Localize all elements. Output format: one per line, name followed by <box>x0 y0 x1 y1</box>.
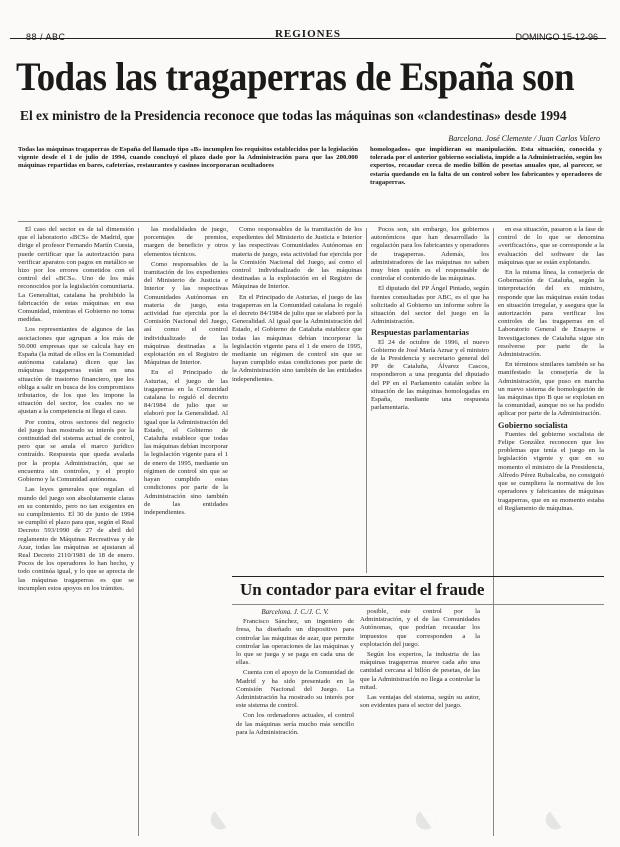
issue-date: DOMINGO 15-12-96 <box>515 32 598 42</box>
subheading: Gobierno socialista <box>498 419 568 430</box>
paragraph: El caso del sector es de tal dimensión que el laboratorio «BCS» de Madrid, que dirige el profesor Fernando Martín Cuesta, puede certificar que la autorización para verificar aparatos con pagos en metálico se hizo por los errores cometidos con el control del «BCS». Uno de los más reconocidos por la legislación comunitaria. La Generalitat, catalana ha prohibido la fabricación de estas máquinas en esa Comunidad, mientras el Gobierno no toma medidas. <box>18 226 134 324</box>
paragraph: Pocos son, sin embargo, los gobiernos autonómicos que han desarrollado la regulación para los fabricantes y operadores de tragaperras. Además, los administradores de las máquinas no saben muy bien quién es el responsable de controlar el contenido de las máquinas. <box>371 226 489 283</box>
lead-left: Todas las máquinas tragaperras de España del llamado tipo «B» incumplen los requisitos establecidos por la legislación vigente desde el 1 de julio de 1994, cuando concluyó el plazo dado por la Administración para que las 200.000 máquinas repartidas en bares, cafeterías, restaurantes y casinos incorporaran ocultadores <box>18 146 358 170</box>
paragraph: Francisco Sánchez, un ingeniero de fresa, ha diseñado un dispositivo para controlar las máquinas de azar, que permite controlar las operaciones de las máquinas y lo que se juega y se paga en cada una de ellas. <box>236 618 354 667</box>
page-number: 88 / ABC <box>26 32 66 42</box>
paragraph: Como responsables de la tramitación de los expedientes del Ministerio de Justicia e Interior y las respectivas Comunidades Autónomas en materia de juego, esta actividad fue ejercida por la Comisión Nacional del Juego, así como el control individualizado de las máquinas destinadas a la explotación en el Registro de Máquinas de Interior. <box>144 260 228 367</box>
paragraph: en esa situación, pasaron a la fase de control de lo que se denomina «verificación», que se corresponde a la evaluación del software de las máquinas que se están explotando. <box>498 226 604 266</box>
sidebar-title: Un contador para evitar el fraude <box>240 580 485 599</box>
paragraph: las modalidades de juego, porcentajes de premios, margen de beneficio y otros elementos técnicos. <box>144 226 228 258</box>
paragraph: En la misma línea, la consejería de Gobernación de Cataluña, según la interpretación del ex ministro, responde que las máquinas están todas en situación irregular, y asegura que la autorización para verificar los controles de las tragaperras en el Laboratorio General de Ensayos e Investigaciones de Cataluña sigue sin resolverse por parte de la Administración. <box>498 269 604 359</box>
sidebar-column-1 <box>236 608 354 836</box>
page-header <box>10 10 606 42</box>
column-3 <box>371 226 489 571</box>
paragraph: Las ventajas del sistema, según su autor, son evidentes para el sector del juego. <box>360 694 480 710</box>
paragraph: El diputado del PP Ángel Pintado, según fuentes consultadas por ABC, es el que ha solicitado al Gobierno un informe sobre la situación del sector del juego en la Administración. <box>371 285 489 326</box>
paragraph: Por contra, otros sectores del negocio del juego han mostrado su interés por la continuidad del sistema actual de control, pero que se anula el marco jurídico contraído. Respuesta que queda avalada por la propia Administración, que se encuentra sin controles, y el propio Gobierno y la Comunidad autónoma. <box>18 418 134 484</box>
subheadline: El ex ministro de la Presidencia reconoce que todas las máquinas son «clandestinas» desde 1994 <box>20 109 567 124</box>
lead-divider <box>18 221 602 222</box>
paragraph: En el Principado de Asturias, el juego de las tragaperras en la Comunidad catalana lo reguló el decreto 84/1984 de julio que se elaboró por la Generalidad. Al igual que la Administración del Estado, el Gobierno de Cataluña establece que todas las máquinas debían incorporar la legislación vigente para el 1 de enero de 1995, mediante un régimen de control sin que se hayan cumplido estas condiciones por parte de la Administración sino también de las entidades independientes. <box>144 369 228 516</box>
column-2 <box>144 226 228 571</box>
byline: Barcelona. José Clemente / Juan Carlos Valero <box>448 134 600 143</box>
paragraph: En términos similares también se ha manifestado la consejería de la Administración, que puso en marcha un nuevo sistema de homologación de las máquinas tipo B que se explotan en la comunidad, aunque no se ha podido aplicar por parte de la Administración. <box>498 361 604 418</box>
paragraph: Las leyes generales que regulan el mundo del juego son absolutamente claras en su contenido, pero no tan exigentes en su cumplimiento. El 30 de junio de 1994 se cumplió el plazo para que, según el Real Decreto 593/1990 de 27 de abril del reglamento de Máquinas Recreativas y de Azar, todas las máquinas se ajustaran al Real Decreto 2110/1981 de 18 de enero. Pocos de los operadores lo han hecho, y todo continúa igual, y lo que se aprecia de las máquinas tragaperras es que se incumplen estos apoyos en los trámites. <box>18 486 134 592</box>
column-2b <box>232 226 362 571</box>
column-1 <box>18 226 134 836</box>
subheading: Respuestas parlamentarias <box>371 327 469 338</box>
watermark-mark: ◐ <box>397 787 451 847</box>
paragraph: posible, este control por la Administración, y el de las Comunidades Autónomas, que podrían recaudar los impuestos que corresponden a la explotación del juego. <box>360 608 480 648</box>
paragraph: El 24 de octubre de 1996, el nuevo Gobierno de José María Aznar y el ministro de la Presidencia y secretario general del PP de Cataluña, Álvarez Cascos, respondieron a una pregunta del diputado del PP en el Parlamento catalán sobre la situación de las máquinas homologadas en España, mediante una respuesta parlamentaria. <box>371 338 489 412</box>
sidebar-column-3 <box>486 608 492 609</box>
sidebar-title-rule <box>232 604 604 605</box>
paragraph: En el Principado de Asturias, el juego de las tragaperras en la Comunidad catalana lo reguló el decreto 84/1984 de julio que se elaboró por la Generalidad. Al igual que la Administración del Estado, el Gobierno de Cataluña establece que todas las máquinas debían incorporar la legislación vigente para el 1 de enero de 1995, mediante un régimen de control sin que se hayan cumplido estas condiciones por parte de la Administración sino también de las entidades independientes. <box>232 293 362 383</box>
paragraph: Los representantes de algunos de las asociaciones que agrupan a los más de 50.000 empresas que se calcula hay en España (la mitad de ellos en la Comunidad autónoma catalana) dicen que las máquinas tragaperras están en una situación de trastorno financiero, que les obliga a salir en busca de los compromisos tributarios, de los que les impone la situación del sector, los cuales no se ajustan a la competencia ni llega el caso. <box>18 326 134 416</box>
paragraph: Según los expertos, la industria de las máquinas tragaperras mueve cada año una cantidad cercana al billón de pesetas, de las que la Administración no llega a controlar la mitad. <box>360 651 480 691</box>
watermark-mark: ◐ <box>192 787 246 847</box>
paragraph: Fuentes del gobierno socialista de Felipe González reconocen que los problemas que tenía el juego en la legislación vigente y que en su momento el ministro de la Presidencia, Alfredo Pérez Rubalcaba, no consiguió que se cumpliera la normativa de los operadores y fabricantes de máquinas tragaperras, que en su momento estaba el Reglamento de máquinas. <box>498 430 604 512</box>
paragraph: Como responsables de la tramitación de los expedientes del Ministerio de Justicia e Interior y las respectivas Comunidades Autónomas en materia de juego, esta actividad fue ejercida por la Comisión Nacional del Juego, así como el control individualizado de las máquinas destinadas a la explotación en el Registro de Máquinas de Interior. <box>232 226 362 291</box>
section-name: REGIONES <box>274 28 342 40</box>
headline: Todas las tragaperras de España son <box>16 54 575 99</box>
paragraph: Con los ordenadores actuales, el control de las máquinas sería mucho más sencillo para la Administración. <box>236 712 354 736</box>
watermark-mark: ◐ <box>527 787 581 847</box>
paragraph: Cuenta con el apoyo de la Comunidad de Madrid y ha sido presentado en la Comisión Nacional del Juego. La Administración ha mostrado su interés por este sistema de control. <box>236 669 354 710</box>
sidebar-byline: Barcelona. J. C./J. C. V. <box>261 608 329 616</box>
column-divider <box>138 228 139 836</box>
lead-right: homologados» que impidieran su manipulación. Esta situación, conocida y tolerada por el anterior gobierno socialista, impide a la Administración, según los expertos, recaudar cerca de medio billón de pesetas anuales que, al parecer, se estaría quedando en la falta de un control sobre los fabricantes y operadores de tragaperras. <box>370 146 602 186</box>
column-divider <box>366 228 367 573</box>
